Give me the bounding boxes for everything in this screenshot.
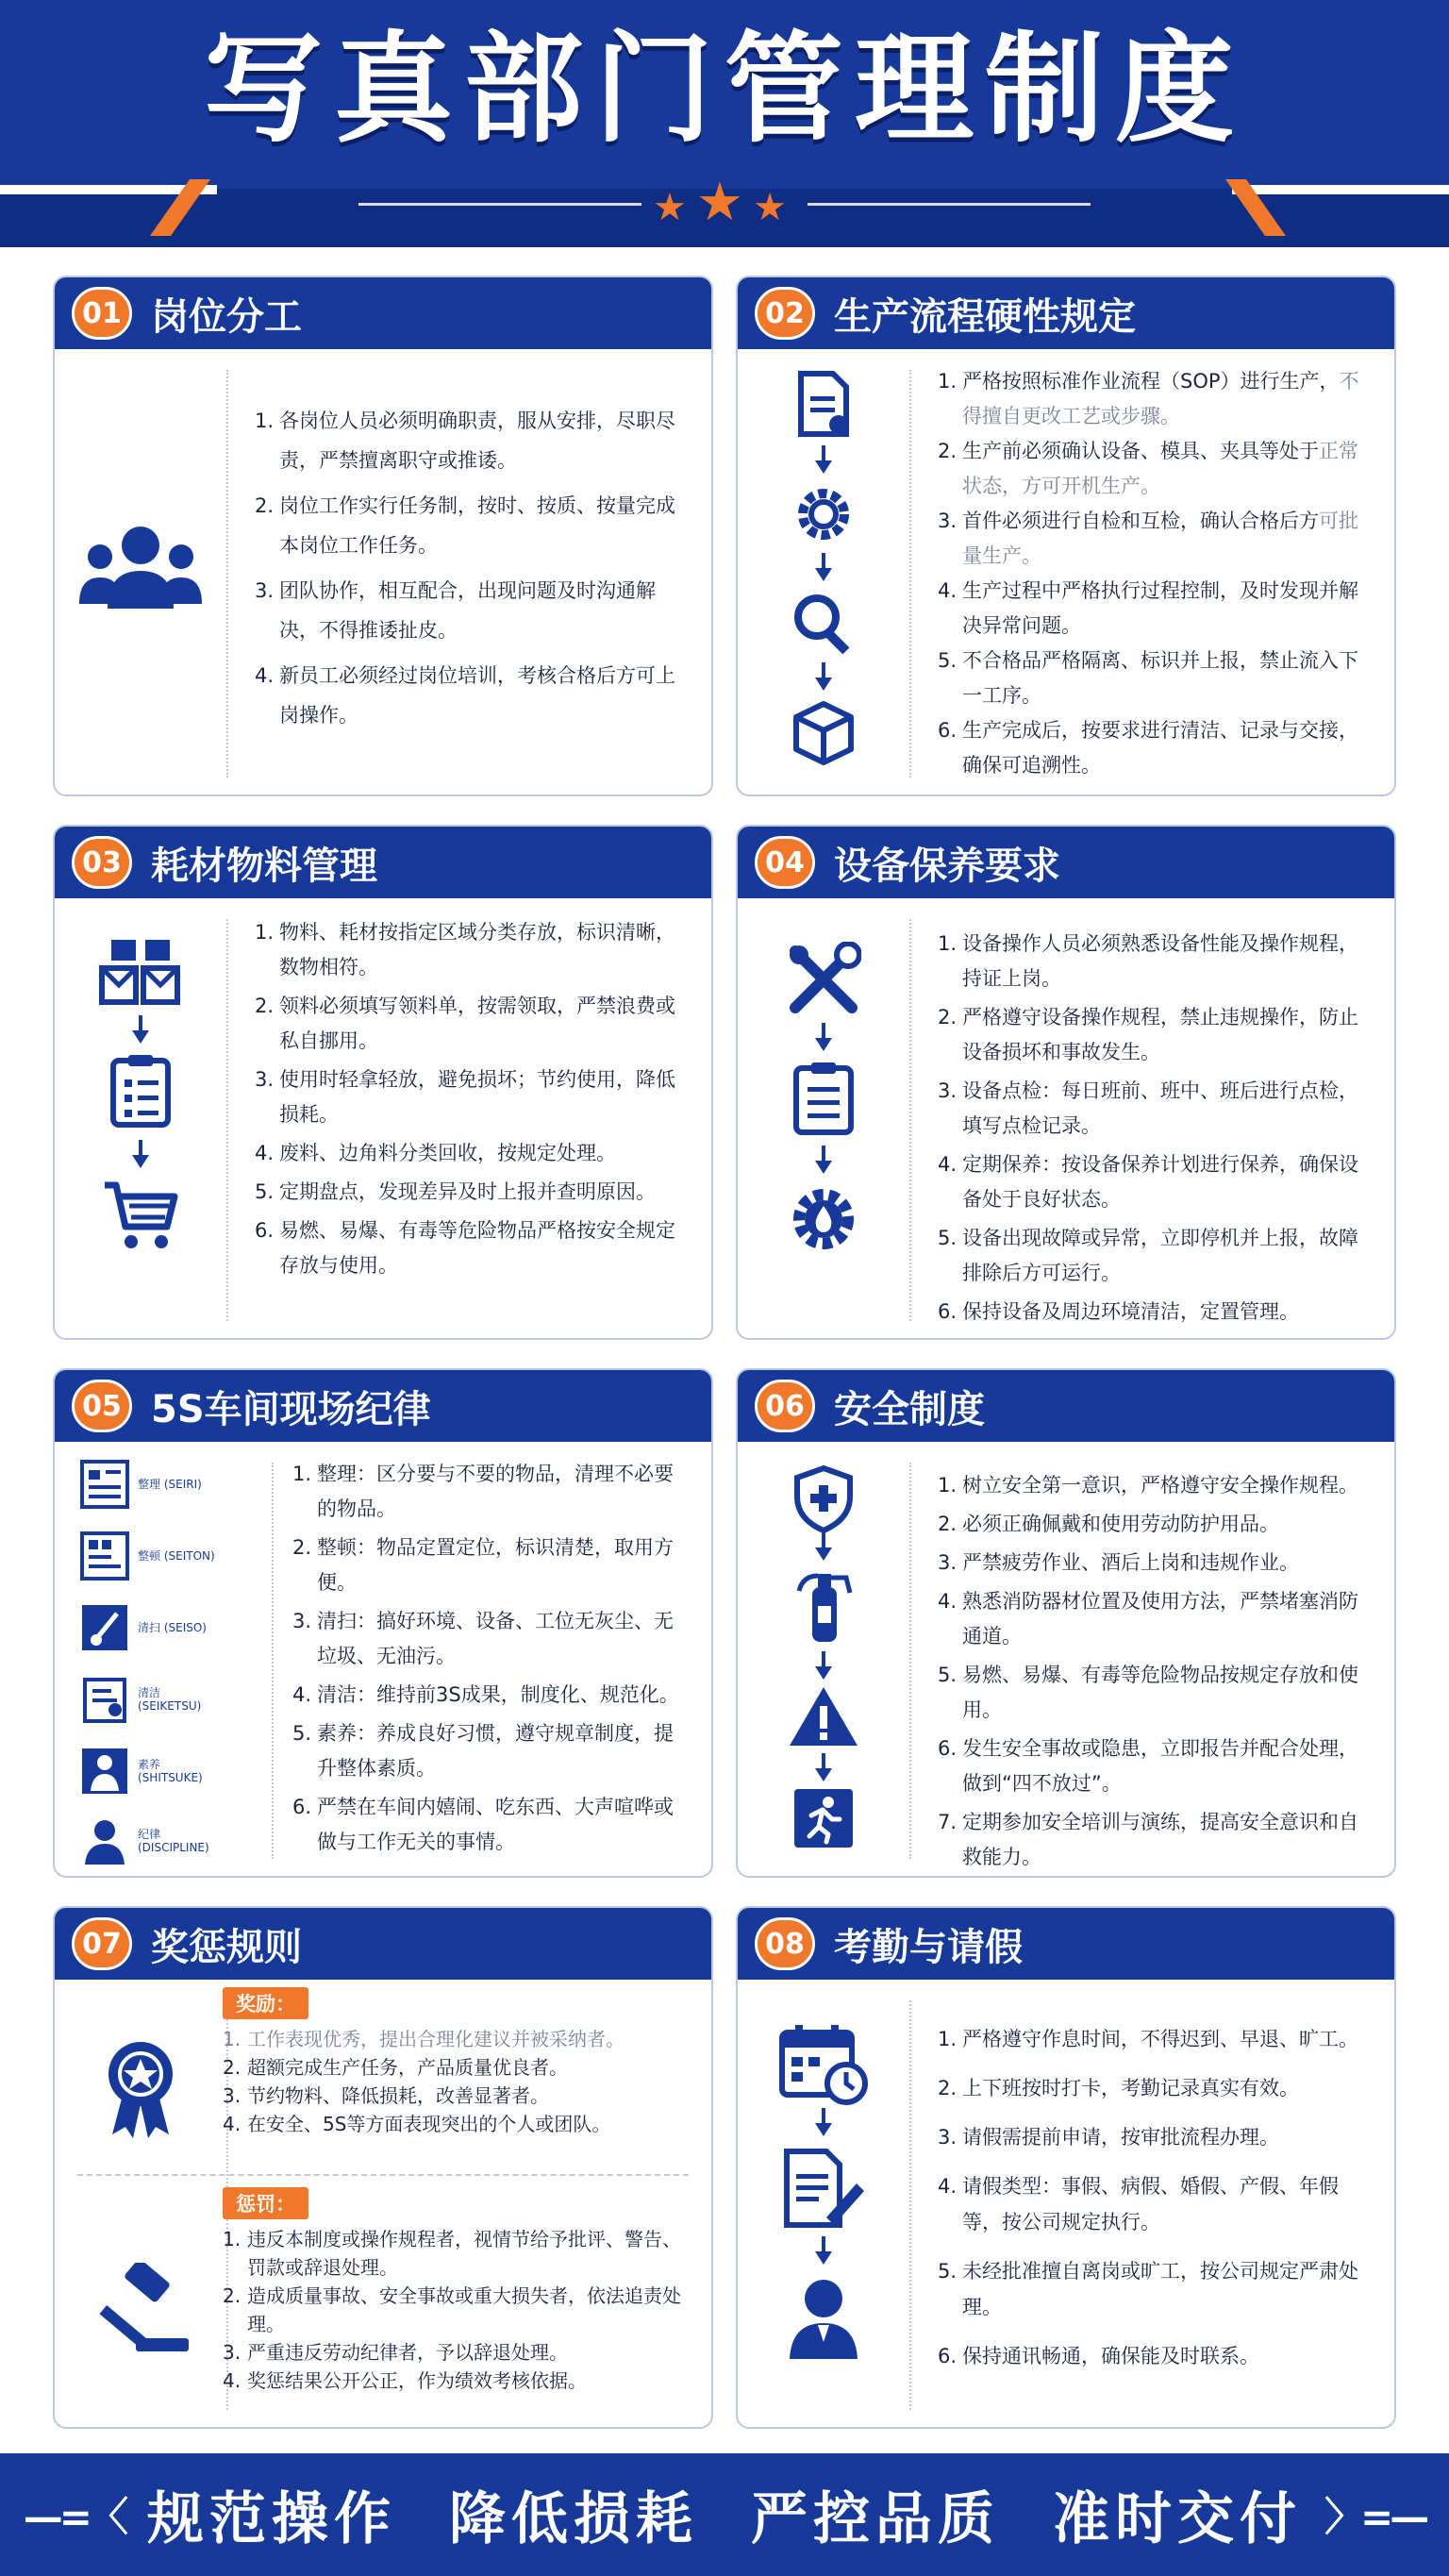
penalty-list: [223, 2225, 689, 2395]
cart-icon: [101, 1178, 180, 1253]
list-item: 6. 发生安全事故或隐患，立即报告并配合处理，做到“四不放过”。: [938, 1737, 1358, 1795]
card-body: [55, 349, 711, 796]
divider: [226, 919, 228, 1321]
list-item: 2. 领料必须填写领料单，按需领取，严禁浪费或私自挪用。: [255, 995, 675, 1052]
rule-list: [292, 1457, 689, 1860]
divider: [909, 919, 911, 1321]
list-item: 3. 严重违反劳动纪律者，予以辞退处理。: [223, 2341, 568, 2364]
card-attendance: [736, 1906, 1396, 2429]
penalty-tag: 惩罚：: [223, 2187, 308, 2219]
card-title: 考勤与请假: [834, 1925, 1023, 1969]
calendar-clock-icon: [778, 2021, 869, 2106]
divider: [909, 1463, 911, 1859]
card-icons: [55, 1980, 226, 2429]
reward-tag: 奖励：: [223, 1987, 308, 2019]
card-materials: [53, 825, 713, 1340]
rule-list: [255, 915, 689, 1283]
list-item: 6. 保持设备及周边环境清洁，定置管理。: [938, 1300, 1299, 1323]
section-divider: [77, 2174, 689, 2176]
list-item: 5. 不合格品严格隔离、标识并上报，禁止流入下一工序。: [938, 649, 1358, 707]
footer-deco-left: —=〈: [23, 2494, 125, 2540]
card-header: [55, 827, 711, 898]
list-item: 5. 定期盘点，发现差异及时上报并查明原因。: [255, 1180, 656, 1203]
slogan-row: [147, 2474, 1302, 2555]
card-icons: [738, 1442, 909, 1878]
list-item: 5. 易燃、易爆、有毒等危险物品按规定存放和使用。: [938, 1664, 1358, 1721]
list-item: 2. 必须正确佩戴和使用劳动防护用品。: [938, 1513, 1279, 1535]
arrow-down-icon: [815, 1547, 832, 1561]
list-item: 3. 节约物料、降低损耗，改善显著者。: [223, 2084, 549, 2107]
divider: [226, 370, 228, 778]
arrow-down-icon: [815, 1161, 832, 1174]
rule-list: [938, 2021, 1372, 2374]
boxes-icon: [98, 936, 183, 1006]
5s-icon-seiso: 清扫 (SEISO): [79, 1602, 223, 1653]
person-icon: [786, 2276, 861, 2361]
header-banner: [0, 0, 1449, 247]
list-item: 1. 违反本制度或操作规程者，视情节给予批评、警告、罚款或辞退处理。: [223, 2228, 681, 2279]
content-area: [0, 247, 1449, 2453]
list-item: 2. 岗位工作实行任务制，按时、按质、按量完成本岗位工作任务。: [255, 494, 675, 557]
list-item: 4. 在安全、5S等方面表现突出的个人或团队。: [223, 2113, 611, 2135]
divider: [909, 370, 911, 778]
card-number: 08: [755, 1917, 815, 1970]
card-icons: [738, 1980, 909, 2429]
box-icon: [792, 700, 855, 766]
list-item: 2. 生产前必须确认设备、模具、夹具等处于正常状态，方可开机生产。: [938, 440, 1358, 497]
arrow-down-icon: [815, 460, 832, 474]
card-number: 07: [72, 1917, 132, 1970]
list-item: 4. 熟悉消防器材位置及使用方法，严禁堵塞消防通道。: [938, 1590, 1358, 1648]
arrow-down-icon: [132, 1155, 149, 1168]
card-header: [738, 277, 1394, 349]
list-item: 1. 设备操作人员必须熟悉设备性能及操作规程，持证上岗。: [938, 932, 1358, 990]
list-item: 4. 废料、边角料分类回收，按规定处理。: [255, 1142, 616, 1164]
card-number: 03: [72, 836, 132, 889]
list-item: 3. 严禁疲劳作业、酒后上岗和违规作业。: [938, 1551, 1299, 1574]
5s-icon-seiri: 整理 (SEIRI): [79, 1459, 223, 1510]
list-item: 2. 超额完成生产任务，产品质量优良者。: [223, 2056, 568, 2079]
card-5s-discipline: [53, 1368, 713, 1878]
card-number: 02: [755, 287, 815, 340]
star-icon: ★: [653, 186, 696, 229]
card-rewards-penalties: [53, 1906, 713, 2429]
rule-list: [938, 927, 1372, 1330]
reward-list: [223, 2025, 683, 2138]
slogan: 降低损耗: [449, 2486, 698, 2552]
card-body: [55, 1980, 711, 2429]
rule-list: [938, 1468, 1372, 1875]
5s-icon-shitsuke: 素养 (SHITSUKE): [79, 1746, 223, 1797]
card-header: [738, 827, 1394, 898]
card-body: [738, 1980, 1394, 2429]
divider: [909, 2000, 911, 2410]
list-item: 6. 生产完成后，按要求进行清洁、记录与交接，确保可追溯性。: [938, 719, 1358, 777]
gavel-icon: [89, 2263, 192, 2357]
slogan: 规范操作: [147, 2486, 396, 2552]
list-item: 6. 易燃、易爆、有毒等危险物品严格按安全规定存放与使用。: [255, 1219, 675, 1277]
list-item: 5. 未经批准擅自离岗或旷工，按公司规定严肃处理。: [938, 2260, 1358, 2318]
card-icons: [55, 1442, 226, 1878]
penalty-section: [223, 2187, 689, 2395]
footer-banner: [0, 2453, 1449, 2576]
list-item: 2. 整顿：物品定置定位，标识清楚，取用方便。: [292, 1536, 674, 1594]
rule-list: [255, 401, 689, 735]
list-item: 4. 新员工必须经过岗位培训，考核合格后方可上岗操作。: [255, 664, 675, 727]
5s-icon-discipline: 纪律 (DISCIPLINE): [79, 1815, 223, 1866]
checklist-icon: [791, 1059, 857, 1136]
star-icon: ★: [753, 186, 796, 229]
list-item: 2. 造成质量事故、安全事故或重大损失者，依法追责处理。: [223, 2284, 681, 2335]
document-icon: [793, 370, 854, 438]
arrow-down-icon: [815, 1038, 832, 1051]
arrow-down-icon: [815, 1666, 832, 1680]
rule-list: [938, 364, 1372, 783]
list-item: 5. 设备出现故障或异常，立即停机并上报，故障排除后方可运行。: [938, 1227, 1358, 1284]
gear-icon: [791, 481, 857, 547]
list-item: 3. 使用时轻拿轻放，避免损坏；节约使用，降低损耗。: [255, 1068, 675, 1126]
card-icons: [738, 349, 909, 796]
list-item: 1. 工作表现优秀，提出合理化建议并被采纳者。: [223, 2028, 625, 2050]
list-item: 1. 物料、耗材按指定区域分类存放，标识清晰，数物相符。: [255, 921, 675, 979]
card-header: [55, 1908, 711, 1980]
list-item: 7. 定期参加安全培训与演练，提高安全意识和自救能力。: [938, 1811, 1358, 1868]
card-body: [738, 898, 1394, 1340]
list-item: 1. 整理：区分要与不要的物品，清理不必要的物品。: [292, 1463, 674, 1520]
header-stars: [0, 172, 1449, 233]
list-item: 1. 严格遵守作息时间，不得迟到、早退、旷工。: [938, 2028, 1358, 2050]
5s-icon-seiketsu: 清洁 (SEIKETSU): [79, 1674, 223, 1725]
card-icons: [55, 349, 226, 796]
arrow-down-icon: [815, 568, 832, 581]
footer-deco-right: 〉=—: [1324, 2494, 1426, 2540]
tools-icon: [786, 942, 861, 1017]
list-item: 4. 清洁：维持前3S成果，制度化、规范化。: [292, 1683, 679, 1706]
card-body: [55, 898, 711, 1340]
card-header: [55, 277, 711, 349]
card-body: [55, 1442, 711, 1878]
card-body: [738, 349, 1394, 796]
gear-oil-icon: [786, 1181, 861, 1257]
divider: [272, 1463, 274, 1859]
card-production-rules: [736, 276, 1396, 796]
list-item: 3. 首件必须进行自检和互检，确认合格后方可批量生产。: [938, 510, 1358, 567]
list-item: 4. 生产过程中严格执行过程控制，及时发现并解决异常问题。: [938, 579, 1358, 637]
card-header: [738, 1908, 1394, 1980]
card-title: 生产流程硬性规定: [834, 294, 1136, 339]
list-item: 3. 清扫：搞好环境、设备、工位无灰尘、无垃圾、无油污。: [292, 1610, 674, 1667]
list-item: 6. 严禁在车间内嬉闹、吃东西、大声喧哗或做与工作无关的事情。: [292, 1796, 674, 1853]
slogan: 严控品质: [751, 2486, 1000, 2552]
arrow-down-icon: [815, 677, 832, 691]
list-item: 3. 请假需提前申请，按审批流程办理。: [938, 2126, 1279, 2149]
list-item: 4. 奖惩结果公开公正，作为绩效考核依据。: [223, 2369, 587, 2392]
card-number: 01: [72, 287, 132, 340]
card-number: 06: [755, 1380, 815, 1432]
list-item: 6. 保持通讯畅通，确保能及时联系。: [938, 2345, 1259, 2367]
5s-icon-seiton: 整顿 (SEITON): [79, 1531, 223, 1581]
arrow-down-icon: [815, 1768, 832, 1781]
warning-icon: [786, 1683, 861, 1749]
card-number: 05: [72, 1380, 132, 1432]
list-item: 1. 树立安全第一意识，严格遵守安全操作规程。: [938, 1474, 1358, 1497]
form-pen-icon: [781, 2148, 866, 2229]
star-icon: ★: [695, 172, 754, 233]
card-title: 5S车间现场纪律: [151, 1387, 431, 1431]
footer-inner: [24, 2474, 1425, 2555]
card-body: [738, 1442, 1394, 1878]
card-title: 安全制度: [834, 1387, 985, 1431]
emergency-exit-icon: [792, 1787, 855, 1849]
slogan: 准时交付: [1053, 2486, 1302, 2552]
reward-section: [223, 1987, 683, 2138]
page-title: 写真部门管理制度: [204, 20, 1245, 159]
magnifier-icon: [791, 591, 857, 657]
team-icon: [79, 519, 202, 613]
medal-icon: [103, 2036, 178, 2140]
list-item: 2. 上下班按时打卡，考勤记录真实有效。: [938, 2077, 1299, 2099]
card-safety: [736, 1368, 1396, 1878]
card-title: 岗位分工: [151, 294, 302, 339]
card-header: [55, 1370, 711, 1442]
list-item: 4. 定期保养：按设备保养计划进行保养，确保设备处于良好状态。: [938, 1153, 1358, 1211]
list-item: 3. 团队协作，相互配合，出现问题及时沟通解决，不得推诿扯皮。: [255, 579, 656, 642]
list-item: 3. 设备点检：每日班前、班中、班后进行点检，填写点检记录。: [938, 1079, 1358, 1137]
arrow-down-icon: [132, 1030, 149, 1044]
card-title: 奖惩规则: [151, 1925, 302, 1969]
card-number: 04: [755, 836, 815, 889]
list-item: 4. 请假类型：事假、病假、婚假、产假、年假等，按公司规定执行。: [938, 2175, 1339, 2233]
clipboard-icon: [108, 1051, 174, 1129]
card-icons: [738, 898, 909, 1340]
list-item: 5. 素养：养成良好习惯，遵守规章制度，提升整体素质。: [292, 1722, 674, 1780]
card-icons: [55, 898, 226, 1340]
list-item: 1. 各岗位人员必须明确职责，服从安排，尽职尽责，严禁擅离职守或推诿。: [255, 410, 675, 472]
card-equipment: [736, 825, 1396, 1340]
card-job-division: [53, 276, 713, 796]
card-title: 设备保养要求: [834, 844, 1060, 888]
list-item: 2. 严格遵守设备操作规程，禁止违规操作，防止设备损坏和事故发生。: [938, 1006, 1358, 1063]
card-header: [738, 1370, 1394, 1442]
list-item: 1. 严格按照标准作业流程（SOP）进行生产，不得擅自更改工艺或步骤。: [938, 370, 1359, 427]
arrow-down-icon: [815, 2251, 832, 2265]
shield-icon: [793, 1464, 854, 1532]
fire-extinguisher-icon: [793, 1564, 854, 1646]
arrow-down-icon: [815, 2123, 832, 2136]
card-title: 耗材物料管理: [151, 844, 377, 888]
